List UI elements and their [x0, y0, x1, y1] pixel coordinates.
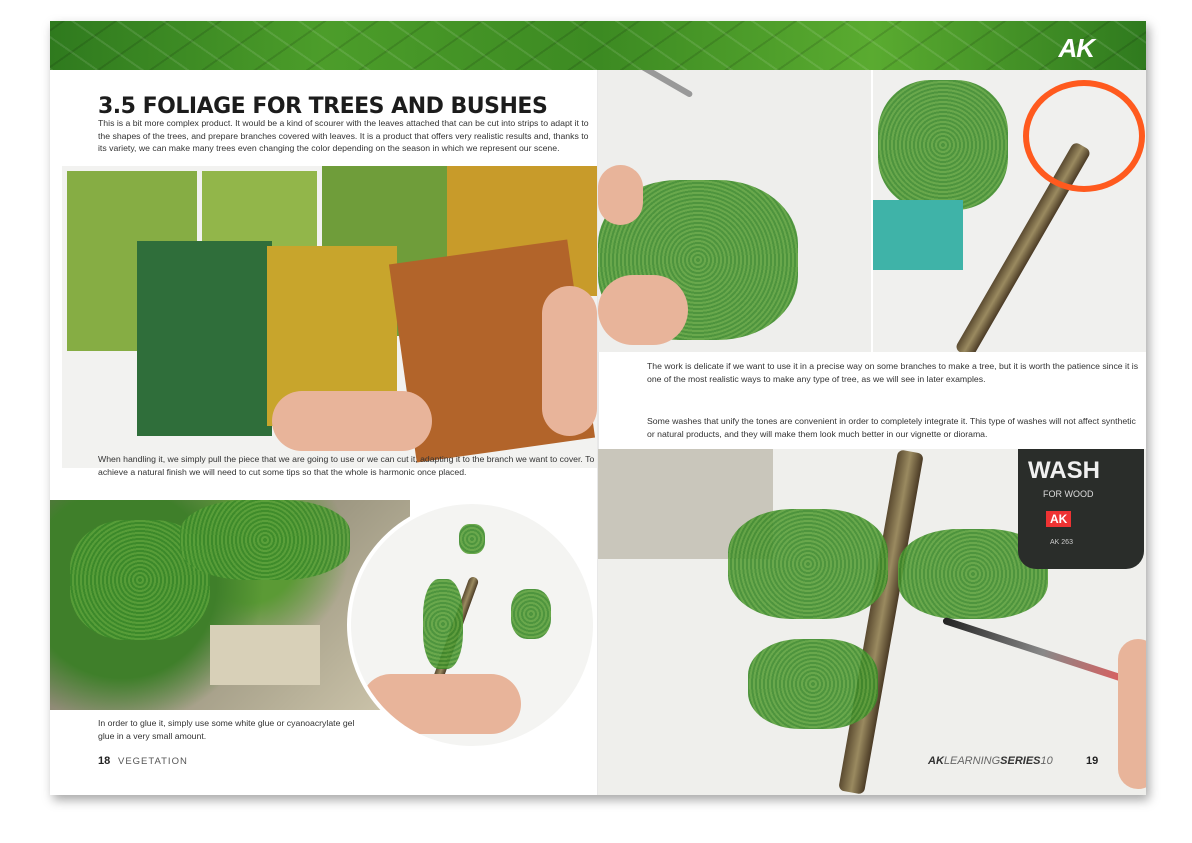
- series-mid: LEARNING: [943, 755, 1001, 767]
- foliage-mat-dark-green: [137, 241, 272, 436]
- branch-building-photo: [873, 70, 1146, 352]
- glue-paragraph: In order to glue it, simply use some white glue or cyanoacrylate gel glue in a very small amount.: [98, 718, 355, 741]
- foliage-branch: [728, 509, 888, 619]
- fingertip: [1118, 639, 1146, 789]
- delicate-paragraph: The work is delicate if we want to use it in a precise way on some branches to make a tree, but it is worth the patience since it is one of the most realistic ways to make any type of tree, as we will see in later examples.: [647, 361, 1139, 384]
- magazine-spread: [50, 21, 1146, 795]
- series-footer: [928, 755, 1053, 767]
- series-prefix: AK: [928, 755, 944, 767]
- ak-logo: AK: [1058, 33, 1094, 63]
- cutting-foliage-photo: [598, 70, 871, 352]
- bottle-label: WASH: [1028, 457, 1100, 484]
- orange-scissors: [1023, 80, 1145, 192]
- page-number-left: 18: [98, 755, 111, 767]
- washes-paragraph: Some washes that unify the tones are convenient in order to completely integrate it. This type of washes will not affect synthetic or natural products, and they will make them look much better in our vignette or diorama.: [647, 416, 1136, 439]
- intro-paragraph: This is a bit more complex product. It would be a kind of scourer with the leaves attached that can be cut into strips to adapt it to the shapes of the trees, and prepare branches covered with leaves. It is a product that offers very realistic results and, thanks to its variety, we can make many trees even changing the color depending on the season in which we represent our scene.: [98, 118, 589, 153]
- foliage-mat-pale-green: [202, 171, 317, 251]
- hand-left: [272, 391, 432, 451]
- foliage-tuft: [423, 579, 463, 669]
- tree-trunk: [838, 449, 924, 794]
- foliage-sheet: [878, 80, 1008, 210]
- finger: [598, 275, 688, 345]
- foliage-mats-photo: [62, 166, 597, 468]
- scissors: [613, 70, 694, 98]
- page-number-right: 19: [1086, 755, 1099, 767]
- series-suffix: SERIES: [1000, 755, 1041, 767]
- thumb: [598, 165, 643, 225]
- section-title: 3.5 FOLIAGE FOR TREES AND BUSHES: [98, 94, 548, 119]
- bottle-sub: FOR WOOD: [1043, 489, 1094, 499]
- section-footer: VEGETATION: [118, 756, 188, 767]
- bottle-brand: AK: [1046, 511, 1071, 527]
- foliage-tuft: [459, 524, 485, 554]
- washing-tree-photo: [598, 449, 1146, 795]
- leaf-banner: [50, 21, 1146, 70]
- tree-canopy: [180, 500, 350, 580]
- foliage-tuft: [511, 589, 551, 639]
- handling-paragraph: When handling it, we simply pull the piece that we are going to use or we can cut it, adapting it to the branch we want to cover. To achieve a natural finish we will need to cut some tips so that the whole is harmonic once placed.: [98, 454, 595, 477]
- fingertip: [361, 674, 521, 734]
- product-label: [873, 200, 963, 270]
- series-number: 10: [1040, 755, 1053, 767]
- stone-ruins: [210, 625, 320, 685]
- hand-right: [542, 286, 597, 436]
- paint-brush: [942, 617, 1144, 689]
- bottle-code: AK 263: [1050, 539, 1073, 546]
- circular-inset-photo: [347, 500, 597, 750]
- foliage-branch: [748, 639, 878, 729]
